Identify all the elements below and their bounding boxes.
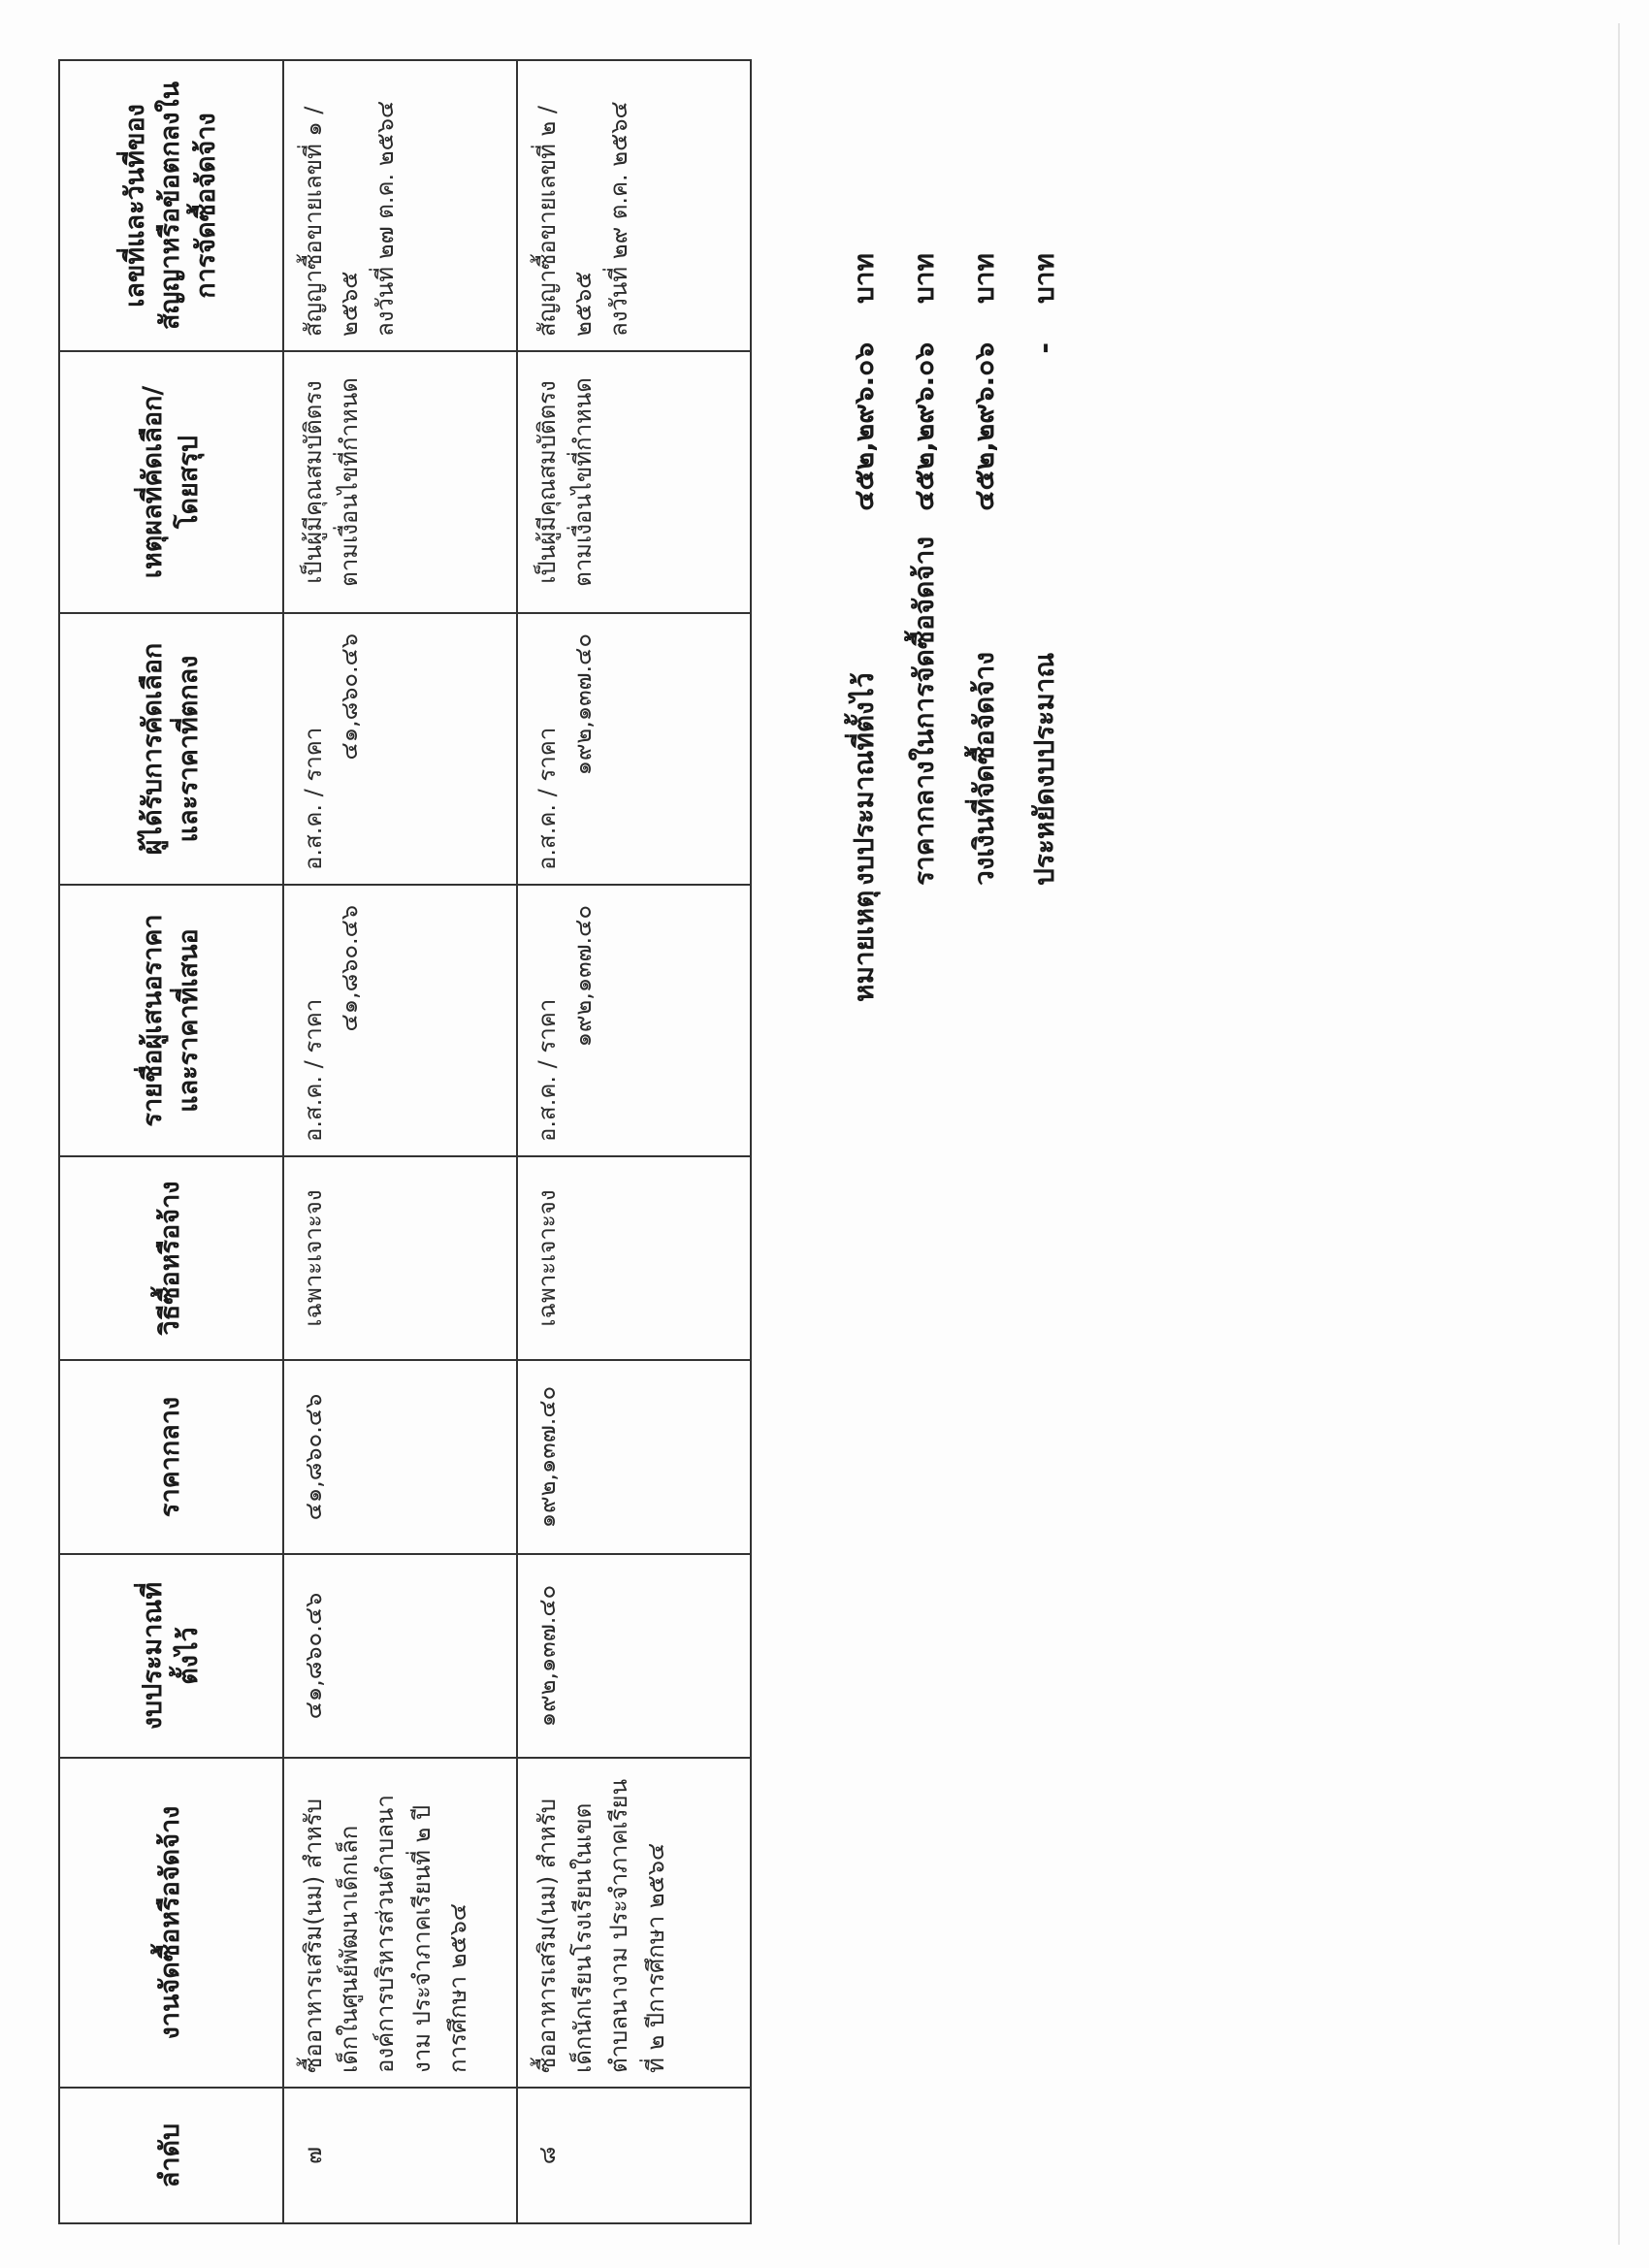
note-unit-procured: บาท [968,253,1000,304]
row-reason: เป็นผู้มีคุณสมบัติตรงตามเงื่อนไขที่กำหนด [517,351,751,613]
row-median-price: ๔๑,๘๖๐.๔๖ [283,1360,517,1554]
row-bidder-price: ๔๑,๘๖๐.๔๖ [336,905,364,1032]
row-bidder-cell [283,885,517,1156]
row-bidder-cell [517,885,751,1156]
note-amount-savings: - [1028,342,1060,354]
header-method: วิธีซื้อหรือจ้าง [59,1156,283,1360]
row-winner: อ.ส.ค. / ราคา [534,727,561,870]
row-method: เฉพาะเจาะจง [283,1156,517,1360]
note-unit-savings: บาท [1028,253,1060,304]
note-label-budget: งบประมาณที่ตั้งไว้ [848,672,880,886]
header-item: งานจัดซื้อหรือจัดจ้าง [59,1758,283,2088]
row-winner-price: ๔๑,๘๖๐.๔๖ [336,633,364,761]
row-winner-cell [517,613,751,885]
row-no: ๘ [517,2088,751,2223]
note-label-median: ราคากลางในการจัดซื้อจัดจ้าง [908,535,940,886]
row-contract-number: สัญญาซื้อขายเลขที่ ๒ / ๒๕๖๕ [534,106,598,337]
row-bidder-price: ๑๙๒,๑๓๗.๔๐ [569,905,598,1048]
header-contract: เลขที่และวันที่ของสัญญาหรือข้อตกลงในการจัดซื้อจัดจ้าง [59,60,283,351]
notes-heading: หมายเหตุ [848,890,880,1002]
row-budget: ๑๙๒,๑๓๗.๔๐ [517,1554,751,1758]
header-budget: งบประมาณที่ตั้งไว้ [59,1554,283,1758]
row-contract-cell [517,60,751,351]
table-row [283,60,517,2223]
note-unit-median: บาท [908,253,940,304]
note-amount-procured: ๔๕๒,๒๙๖.๐๖ [968,342,1000,511]
header-winner: ผู้ได้รับการคัดเลือกและราคาที่ตกลง [59,613,283,885]
row-winner-cell [283,613,517,885]
row-median-price: ๑๙๒,๑๓๗.๔๐ [517,1360,751,1554]
row-method: เฉพาะเจาะจง [517,1156,751,1360]
header-bidders: รายชื่อผู้เสนอราคาและราคาที่เสนอ [59,885,283,1156]
row-contract-date: ลงวันที่ ๒๗ ต.ค. ๒๕๖๔ [372,100,400,337]
row-winner-price: ๑๙๒,๑๓๗.๔๐ [569,633,598,776]
note-unit-budget: บาท [848,253,880,304]
row-no: ๗ [283,2088,517,2223]
header-median-price: ราคากลาง [59,1360,283,1554]
header-no: ลำดับ [59,2088,283,2223]
header-reason: เหตุผลที่คัดเลือก/โดยสรุป [59,351,283,613]
table-header-row [59,60,283,2223]
row-contract-date: ลงวันที่ ๒๙ ต.ค. ๒๕๖๔ [605,101,633,337]
row-budget: ๔๑,๘๖๐.๔๖ [283,1554,517,1758]
note-label-procured: วงเงินที่จัดซื้อจัดจ้าง [968,651,1000,886]
row-winner: อ.ส.ค. / ราคา [300,727,327,870]
row-reason: เป็นผู้มีคุณสมบัติตรงตามเงื่อนไขที่กำหนด [283,351,517,613]
row-bidder: อ.ส.ค. / ราคา [300,998,327,1142]
row-item: ซื้ออาหารเสริม(นม) สำหรับเด็กนักเรียนโรงเรียนในเขตตำบลนางาม ประจำภาคเรียนที่ ๒ ปีการศึกษา ๒๕๖๔ [517,1758,751,2088]
procurement-table [58,59,752,2224]
note-label-savings: ประหยัดงบประมาณ [1028,652,1060,886]
row-contract-number: สัญญาซื้อขายเลขที่ ๑ / ๒๕๖๕ [300,106,364,337]
table-row [517,60,751,2223]
note-amount-budget: ๔๕๒,๒๙๖.๐๖ [848,342,880,511]
row-contract-cell [283,60,517,351]
note-amount-median: ๔๕๒,๒๙๖.๐๖ [908,342,940,511]
row-item: ซื้ออาหารเสริม(นม) สำหรับเด็กในศูนย์พัฒนาเด็กเล็กองค์การบริหารส่วนตำบลนางาม ประจำภาคเรียนที่ ๒ ปีการศึกษา ๒๕๖๔ [283,1758,517,2088]
row-bidder: อ.ส.ค. / ราคา [534,998,561,1142]
